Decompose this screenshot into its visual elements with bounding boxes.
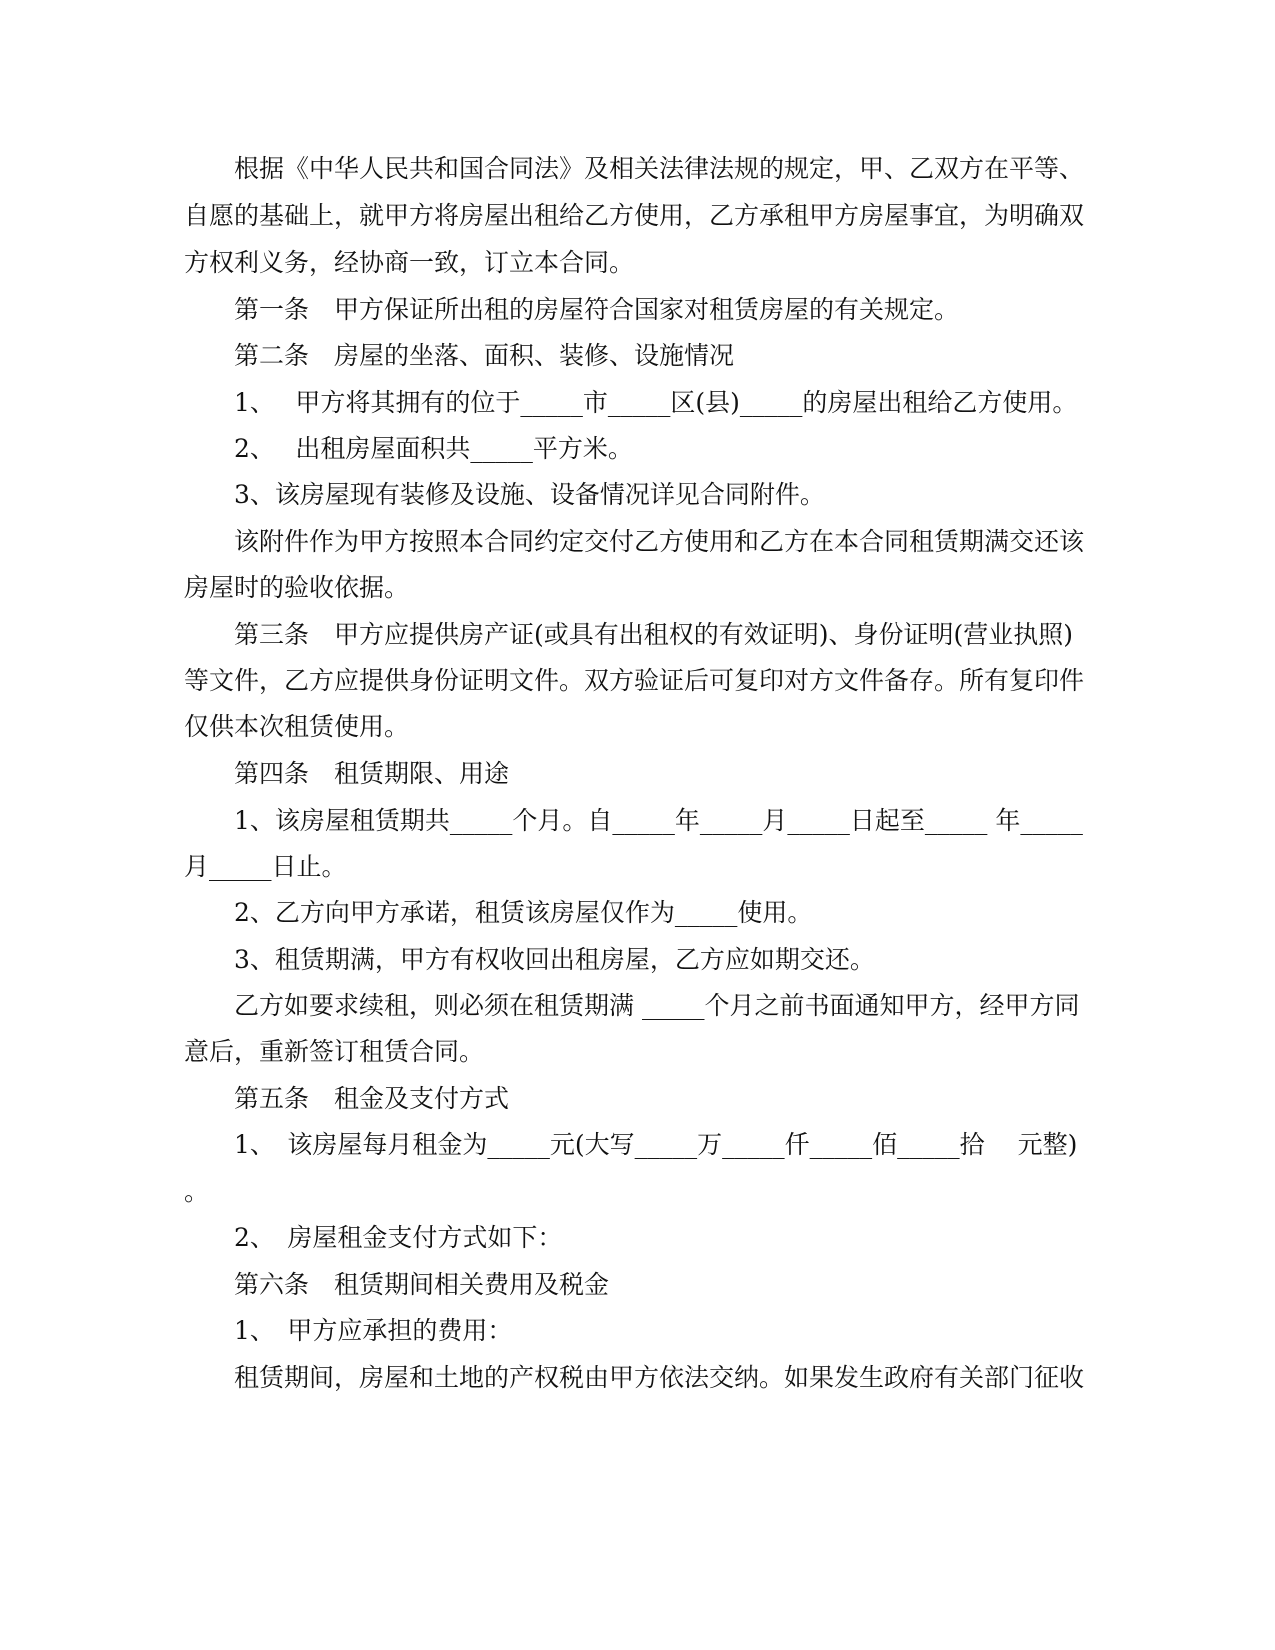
paragraph-line: 乙方如要求续租，则必须在租赁期满 _____个月之前书面通知甲方，经甲方同 xyxy=(234,991,1080,1020)
clause-line: 2、乙方向甲方承诺，租赁该房屋仅作为_____使用。 xyxy=(234,898,813,927)
paragraph-line: 月_____日止。 xyxy=(184,852,347,881)
article-heading: 第四条 租赁期限、用途 xyxy=(234,759,510,788)
article-heading: 第六条 租赁期间相关费用及税金 xyxy=(234,1270,610,1299)
article-heading: 第二条 房屋的坐落、面积、装修、设施情况 xyxy=(234,341,735,370)
paragraph-line: 该附件作为甲方按照本合同约定交付乙方使用和乙方在本合同租赁期满交还该 xyxy=(234,527,1085,556)
clause-line: 1、 该房屋每月租金为_____元(大写_____万_____仟_____佰_____拾 元整) xyxy=(234,1130,1078,1159)
paragraph-line: 租赁期间，房屋和土地的产权税由甲方依法交纳。如果发生政府有关部门征收 xyxy=(234,1363,1085,1392)
clause-line: 2、 出租房屋面积共_____平方米。 xyxy=(234,434,633,463)
article-heading: 第五条 租金及支付方式 xyxy=(234,1084,510,1113)
article-heading: 第一条 甲方保证所出租的房屋符合国家对租赁房屋的有关规定。 xyxy=(234,295,960,324)
clause-line: 1、该房屋租赁期共_____个月。自_____年_____月_____日起至_____ 年_____ xyxy=(234,806,1083,835)
clause-line: 3、租赁期满，甲方有权收回出租房屋，乙方应如期交还。 xyxy=(234,945,875,974)
clause-line: 1、 甲方应承担的费用： xyxy=(234,1316,513,1345)
paragraph-line: 。 xyxy=(184,1177,210,1206)
paragraph-line: 根据《中华人民共和国合同法》及相关法律法规的规定，甲、乙双方在平等、 xyxy=(234,154,1085,183)
paragraph-line: 等文件，乙方应提供身份证明文件。双方验证后可复印对方文件备存。所有复印件 xyxy=(184,666,1085,695)
clause-line: 2、 房屋租金支付方式如下： xyxy=(234,1223,563,1252)
clause-line: 1、 甲方将其拥有的位于_____市_____区(县)_____的房屋出租给乙方使用。 xyxy=(234,388,1078,417)
paragraph-line: 意后，重新签订租赁合同。 xyxy=(184,1037,485,1066)
clause-line: 3、该房屋现有装修及设施、设备情况详见合同附件。 xyxy=(234,480,825,509)
paragraph-line: 自愿的基础上，就甲方将房屋出租给乙方使用，乙方承租甲方房屋事宜，为明确双 xyxy=(184,201,1085,230)
paragraph-line: 房屋时的验收依据。 xyxy=(184,573,410,602)
article-heading: 第三条 甲方应提供房产证(或具有出租权的有效证明)、身份证明(营业执照) xyxy=(234,620,1074,649)
paragraph-line: 方权利义务，经协商一致，订立本合同。 xyxy=(184,248,635,277)
paragraph-line: 仅供本次租赁使用。 xyxy=(184,712,410,741)
